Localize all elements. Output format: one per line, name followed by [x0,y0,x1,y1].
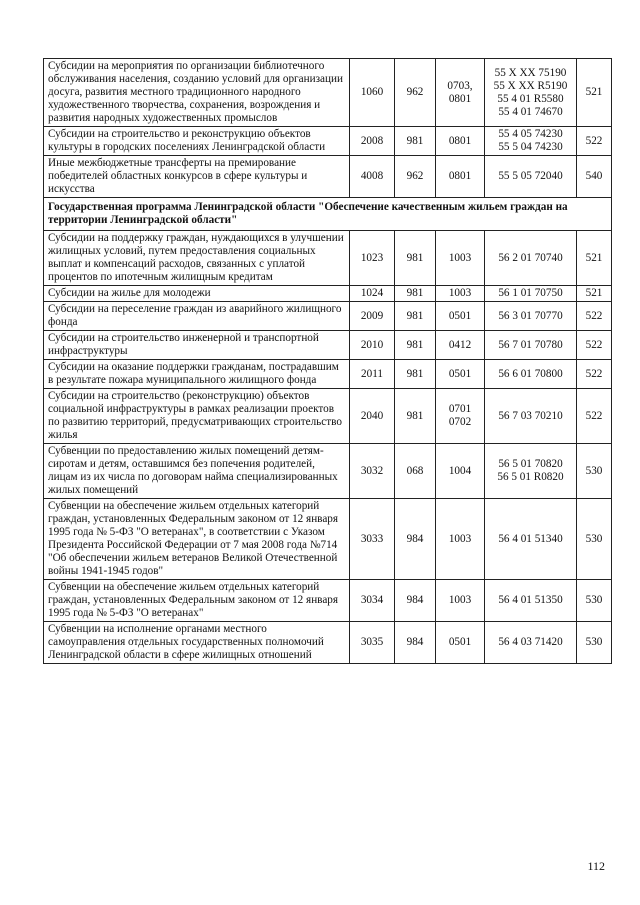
table-row [44,499,612,580]
row-cs [485,499,577,580]
budget-table [43,58,612,664]
row-rzpr-line: 1003 [448,594,472,606]
row-rzpr-line: 1004 [448,464,472,477]
row-rzpr [436,360,485,389]
row-gr: 981 [395,286,436,302]
row-cs-line: 56 7 03 70210 [498,409,563,422]
row-cs [485,302,577,331]
row-cs [485,360,577,389]
row-rzpr [436,286,485,302]
row-gr: 068 [395,444,436,499]
row-rzpr-line: 0501 [448,367,472,380]
row-rzpr-line: 0801 [448,92,472,105]
row-gr: 981 [395,231,436,286]
row-code: 1060 [350,59,395,127]
table-row [44,580,612,622]
row-cs [485,331,577,360]
row-rzpr [436,444,485,499]
program-title: Государственная программа Ленинградской области "Обеспечение качественным жильем граждан на территории Ленинградской области" [44,198,612,231]
row-description: Субсидии на мероприятия по организации библиотечного обслуживания населения, созданию условий для организации досуга, развития местного традиционного народного художественного творчества, сохранения, возрождения и развития народных художественных промыслов [44,59,350,127]
row-rzpr-line: 0501 [448,636,472,648]
row-cs-line: 56 3 01 70770 [498,309,563,322]
row-code: 2040 [350,389,395,444]
row-cs-line: 55 X XX R5190 [493,79,568,92]
table-row [44,59,612,127]
row-gr: 981 [395,389,436,444]
row-cs [485,444,577,499]
row-cs [485,127,577,156]
row-vr: 530 [577,499,612,580]
row-code: 3033 [350,499,395,580]
row-rzpr [436,389,485,444]
table-row [44,127,612,156]
row-description: Субвенции на обеспечение жильем отдельных категорий граждан, установленных Федеральным законом от 12 января 1995 года № 5-ФЗ "О ветеранах", в соответствии с Указом Президента Российской Федерации от 7 мая 2008 года №714 "Об обеспечении жильем ветеранов Великой Отечественной войны 1941-1945 годов" [44,499,350,580]
row-description: Субвенции на исполнение органами местного самоуправления отдельных государственных полномочий Ленинградской области в сфере жилищных отношений [44,622,350,664]
row-rzpr-line: 0701 [448,403,472,415]
row-gr: 981 [395,302,436,331]
row-cs-line: 55 4 01 R5580 [497,92,564,105]
row-gr: 981 [395,127,436,156]
table-row [44,360,612,389]
table-row [44,231,612,286]
row-cs [485,389,577,444]
row-vr: 522 [577,360,612,389]
row-cs [485,59,577,127]
table-row [44,331,612,360]
row-cs-line: 55 5 05 72040 [498,170,563,182]
row-vr: 540 [577,156,612,198]
row-cs-line: 56 5 01 R0820 [497,471,564,483]
row-gr: 984 [395,499,436,580]
row-description: Субсидии на оказание поддержки гражданам, пострадавшим в результате пожара муниципального жилищного фонда [44,360,350,389]
row-description: Субвенции на обеспечение жильем отдельных категорий граждан, установленных Федеральным законом от 12 января 1995 года № 5-ФЗ "О ветеранах" [44,580,350,622]
row-vr: 521 [577,286,612,302]
row-gr: 981 [395,360,436,389]
row-vr: 522 [577,127,612,156]
row-code: 1023 [350,231,395,286]
row-vr: 530 [577,622,612,664]
row-rzpr [436,302,485,331]
row-cs [485,156,577,198]
row-gr: 962 [395,59,436,127]
row-rzpr [436,127,485,156]
row-code: 3034 [350,580,395,622]
row-rzpr-line: 1003 [448,251,472,264]
row-description: Субсидии на строительство инженерной и транспортной инфраструктуры [44,331,350,360]
row-vr: 530 [577,444,612,499]
program-row [44,198,612,231]
row-cs-line: 56 4 03 71420 [498,636,563,648]
row-gr: 984 [395,580,436,622]
row-cs [485,286,577,302]
row-description: Субсидии на жилье для молодежи [44,286,350,302]
row-rzpr-line: 0801 [448,170,472,182]
row-cs-line: 55 4 01 74670 [498,105,563,118]
row-gr: 981 [395,331,436,360]
row-code: 2008 [350,127,395,156]
row-rzpr-line: 0703, [447,79,473,92]
row-description: Субсидии на переселение граждан из аварийного жилищного фонда [44,302,350,331]
row-description: Субсидии на строительство и реконструкцию объектов культуры в городских поселениях Ленинградской области [44,127,350,156]
row-cs-line: 55 4 05 74230 [498,128,563,140]
row-description: Субсидии на поддержку граждан, нуждающихся в улучшении жилищных условий, путем предоставления социальных выплат и компенсаций расходов, связанных с уплатой процентов по ипотечным жилищным кредитам [44,231,350,286]
row-code: 1024 [350,286,395,302]
table-row [44,156,612,198]
row-cs-line: 55 X XX 75190 [494,66,567,79]
row-cs [485,580,577,622]
row-rzpr-line: 0501 [448,309,472,322]
row-cs-line: 56 7 01 70780 [498,338,563,351]
row-code: 3032 [350,444,395,499]
row-description: Иные межбюджетные трансферты на премирование победителей областных конкурсов в сфере культуры и искусства [44,156,350,198]
row-cs [485,231,577,286]
row-cs-line: 56 2 01 70740 [498,251,563,264]
row-vr: 522 [577,302,612,331]
row-rzpr-line: 0412 [448,338,472,351]
row-cs-line: 56 6 01 70800 [498,367,563,380]
row-rzpr [436,499,485,580]
row-cs-line: 56 4 01 51340 [498,532,563,545]
row-vr: 522 [577,331,612,360]
row-gr: 984 [395,622,436,664]
row-code: 3035 [350,622,395,664]
row-code: 2011 [350,360,395,389]
row-code: 4008 [350,156,395,198]
row-vr: 530 [577,580,612,622]
row-description: Субсидии на строительство (реконструкцию) объектов социальной инфраструктуры в рамках реализации проектов по развитию территорий, предусматривающих строительство жилья [44,389,350,444]
row-cs-line: 55 5 04 74230 [498,141,563,153]
row-cs [485,622,577,664]
row-rzpr [436,156,485,198]
row-vr: 522 [577,389,612,444]
row-rzpr-line: 0801 [448,134,472,147]
row-cs-line: 56 1 01 70750 [498,287,563,299]
row-gr: 962 [395,156,436,198]
table-row [44,286,612,302]
row-code: 2009 [350,302,395,331]
row-rzpr [436,231,485,286]
table-row [44,302,612,331]
row-cs-line: 56 4 01 51350 [498,594,563,606]
table-row [44,622,612,664]
row-code: 2010 [350,331,395,360]
row-description: Субвенции по предоставлению жилых помещений детям-сиротам и детям, оставшимся без попечения родителей, лицам из их числа по договорам найма специализированных жилых помещений [44,444,350,499]
row-rzpr [436,331,485,360]
row-cs-line: 56 5 01 70820 [498,458,563,470]
table-row [44,444,612,499]
table-body [44,59,612,664]
row-rzpr [436,622,485,664]
row-vr: 521 [577,231,612,286]
row-vr: 521 [577,59,612,127]
row-rzpr [436,580,485,622]
row-rzpr [436,59,485,127]
row-rzpr-line: 1003 [448,287,472,299]
page-number: 112 [587,859,605,873]
row-rzpr-line: 0702 [448,416,472,428]
table-row [44,389,612,444]
row-rzpr-line: 1003 [448,532,472,545]
